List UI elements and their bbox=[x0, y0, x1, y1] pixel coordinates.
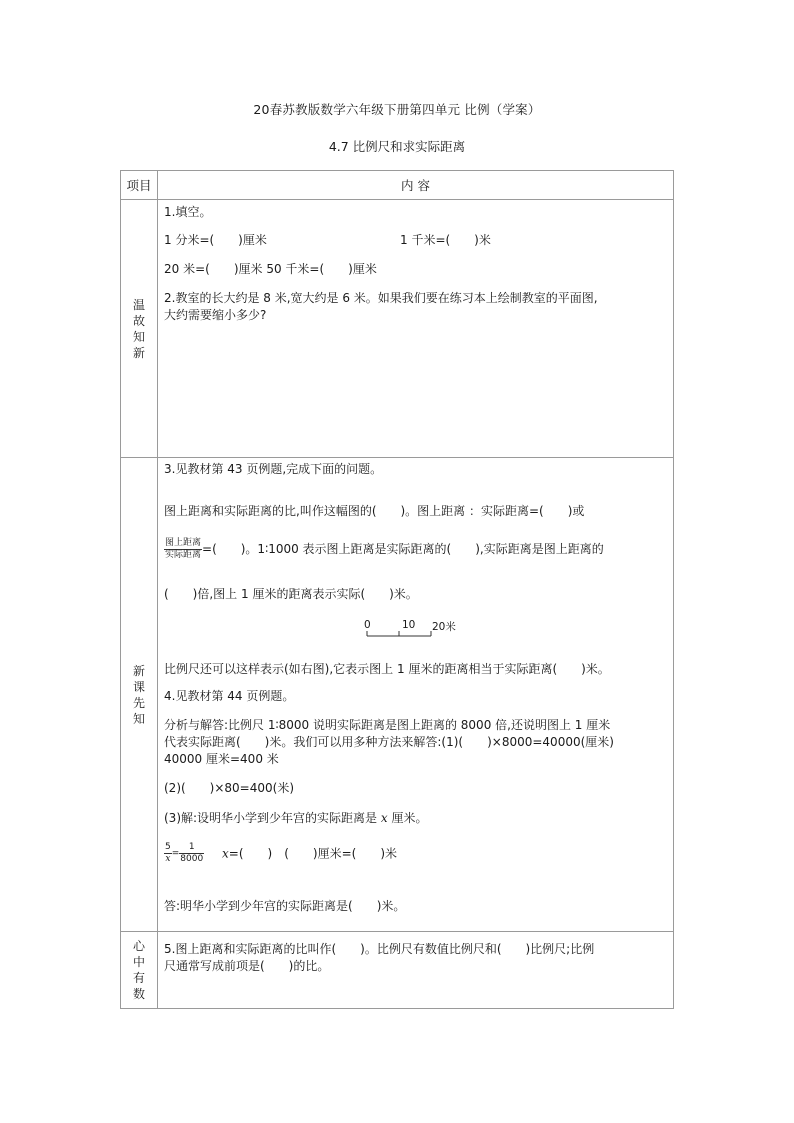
section-summary-label-cell bbox=[121, 932, 158, 1009]
s2-analysis-line1: 分析与解答:比例尺 1∶8000 说明实际距离是图上距离的 8000 倍,还说明图上 1 厘米 bbox=[164, 718, 611, 732]
s2-method-3 bbox=[164, 810, 428, 826]
section-summary-content bbox=[158, 932, 674, 1009]
lesson-subtitle: 4.7 比例尺和求实际距离 bbox=[328, 139, 466, 154]
eq-left-denominator: x bbox=[165, 854, 171, 864]
s2-times-line: ( )倍,图上 1 厘米的距离表示实际( )米。 bbox=[164, 587, 418, 601]
s1-question-1: 1.填空。 bbox=[164, 205, 212, 219]
s2-analysis-line2: 代表实际距离( )米。我们可以用多种方法来解答:(1)( )×8000=40000(厘米) bbox=[164, 735, 614, 749]
s2-fraction-denominator: 实际距离 bbox=[165, 550, 202, 560]
section-summary-row bbox=[121, 932, 674, 1009]
eq-right-denominator: 8000 bbox=[180, 854, 204, 864]
scale-label-10: 10 bbox=[402, 619, 416, 631]
s2-question-4: 4.见教材第 44 页例题。 bbox=[164, 689, 295, 703]
section-review-content bbox=[158, 200, 674, 458]
s2-answer-line: 答:明华小学到少年宫的实际距离是( )米。 bbox=[164, 899, 406, 913]
eq-equals: = bbox=[171, 848, 180, 859]
header-content-label: 内 容 bbox=[401, 178, 430, 193]
s2-equation-line bbox=[164, 842, 397, 865]
s1-blank-meter-cm: 20 米=( )厘米 50 千米=( )厘米 bbox=[164, 262, 377, 276]
s2-question-3: 3.见教材第 43 页例题,完成下面的问题。 bbox=[164, 462, 383, 476]
s1-question-2-line2: 大约需要缩小多少? bbox=[164, 308, 267, 322]
header-item: 项目 bbox=[121, 171, 158, 200]
s2-fraction-line bbox=[164, 538, 604, 561]
document-title: 20春苏教版数学六年级下册第四单元 比例（学案） bbox=[253, 102, 541, 117]
s1-blank-decimeter: 1 分米=( )厘米 bbox=[164, 233, 267, 247]
s2-fraction-numerator: 图上距离 bbox=[165, 538, 202, 548]
s2-fraction bbox=[164, 538, 202, 561]
eq-left-numerator: 5 bbox=[165, 842, 171, 852]
section-summary-label: 心中有数 bbox=[132, 939, 145, 1001]
section-preview-label: 新课先知 bbox=[132, 663, 145, 726]
s2-method-3-text: (3)解:设明华小学到少年宫的实际距离是 bbox=[164, 811, 378, 825]
eq-fraction-left bbox=[164, 842, 172, 865]
s2-analysis-line3: 40000 厘米=400 米 bbox=[164, 752, 279, 766]
s2-fraction-line-text: =( )。1∶1000 表示图上距离是实际距离的( ),实际距离是图上距离的 bbox=[202, 542, 604, 556]
table-header-row bbox=[121, 171, 674, 200]
section-preview-content bbox=[158, 458, 674, 932]
scale-label-0: 0 bbox=[364, 619, 371, 631]
s2-line-scale-text: 比例尺还可以这样表示(如右图),它表示图上 1 厘米的距离相当于实际距离( )米。 bbox=[164, 662, 610, 676]
section-preview-label-cell bbox=[121, 458, 158, 932]
scale-label-20: 20米 bbox=[432, 621, 456, 633]
eq-blanks: =( ) ( )厘米=( )米 bbox=[228, 846, 397, 861]
eq-variable-x: x bbox=[222, 846, 229, 861]
s3-question-5-line1: 5.图上距离和实际距离的比叫作( )。比例尺有数值比例尺和( )比例尺;比例 bbox=[164, 942, 595, 956]
eq-right-numerator: 1 bbox=[179, 842, 204, 854]
s2-definition-line: 图上距离和实际距离的比,叫作这幅图的( )。图上距离 ：实际距离=( )或 bbox=[164, 504, 585, 518]
s2-method-2: (2)( )×80=400(米) bbox=[164, 781, 295, 795]
worksheet-table bbox=[120, 170, 674, 1009]
eq-fraction-right bbox=[179, 842, 204, 865]
section-review-label-cell bbox=[121, 200, 158, 458]
section-preview-row bbox=[121, 458, 674, 932]
s2-method-3-unit: 厘米。 bbox=[391, 811, 428, 825]
line-scale-figure bbox=[362, 619, 462, 648]
section-review-row bbox=[121, 200, 674, 458]
header-content bbox=[158, 171, 674, 200]
s2-variable-x: x bbox=[380, 811, 388, 825]
s3-question-5-line2: 尺通常写成前项是( )的比。 bbox=[164, 959, 330, 973]
s1-question-2-line1: 2.教室的长大约是 8 米,宽大约是 6 米。如果我们要在练习本上绘制教室的平面图, bbox=[164, 291, 598, 305]
s1-blank-kilometer: 1 千米=( )米 bbox=[400, 233, 491, 247]
section-review-label: 温故知新 bbox=[132, 297, 145, 360]
